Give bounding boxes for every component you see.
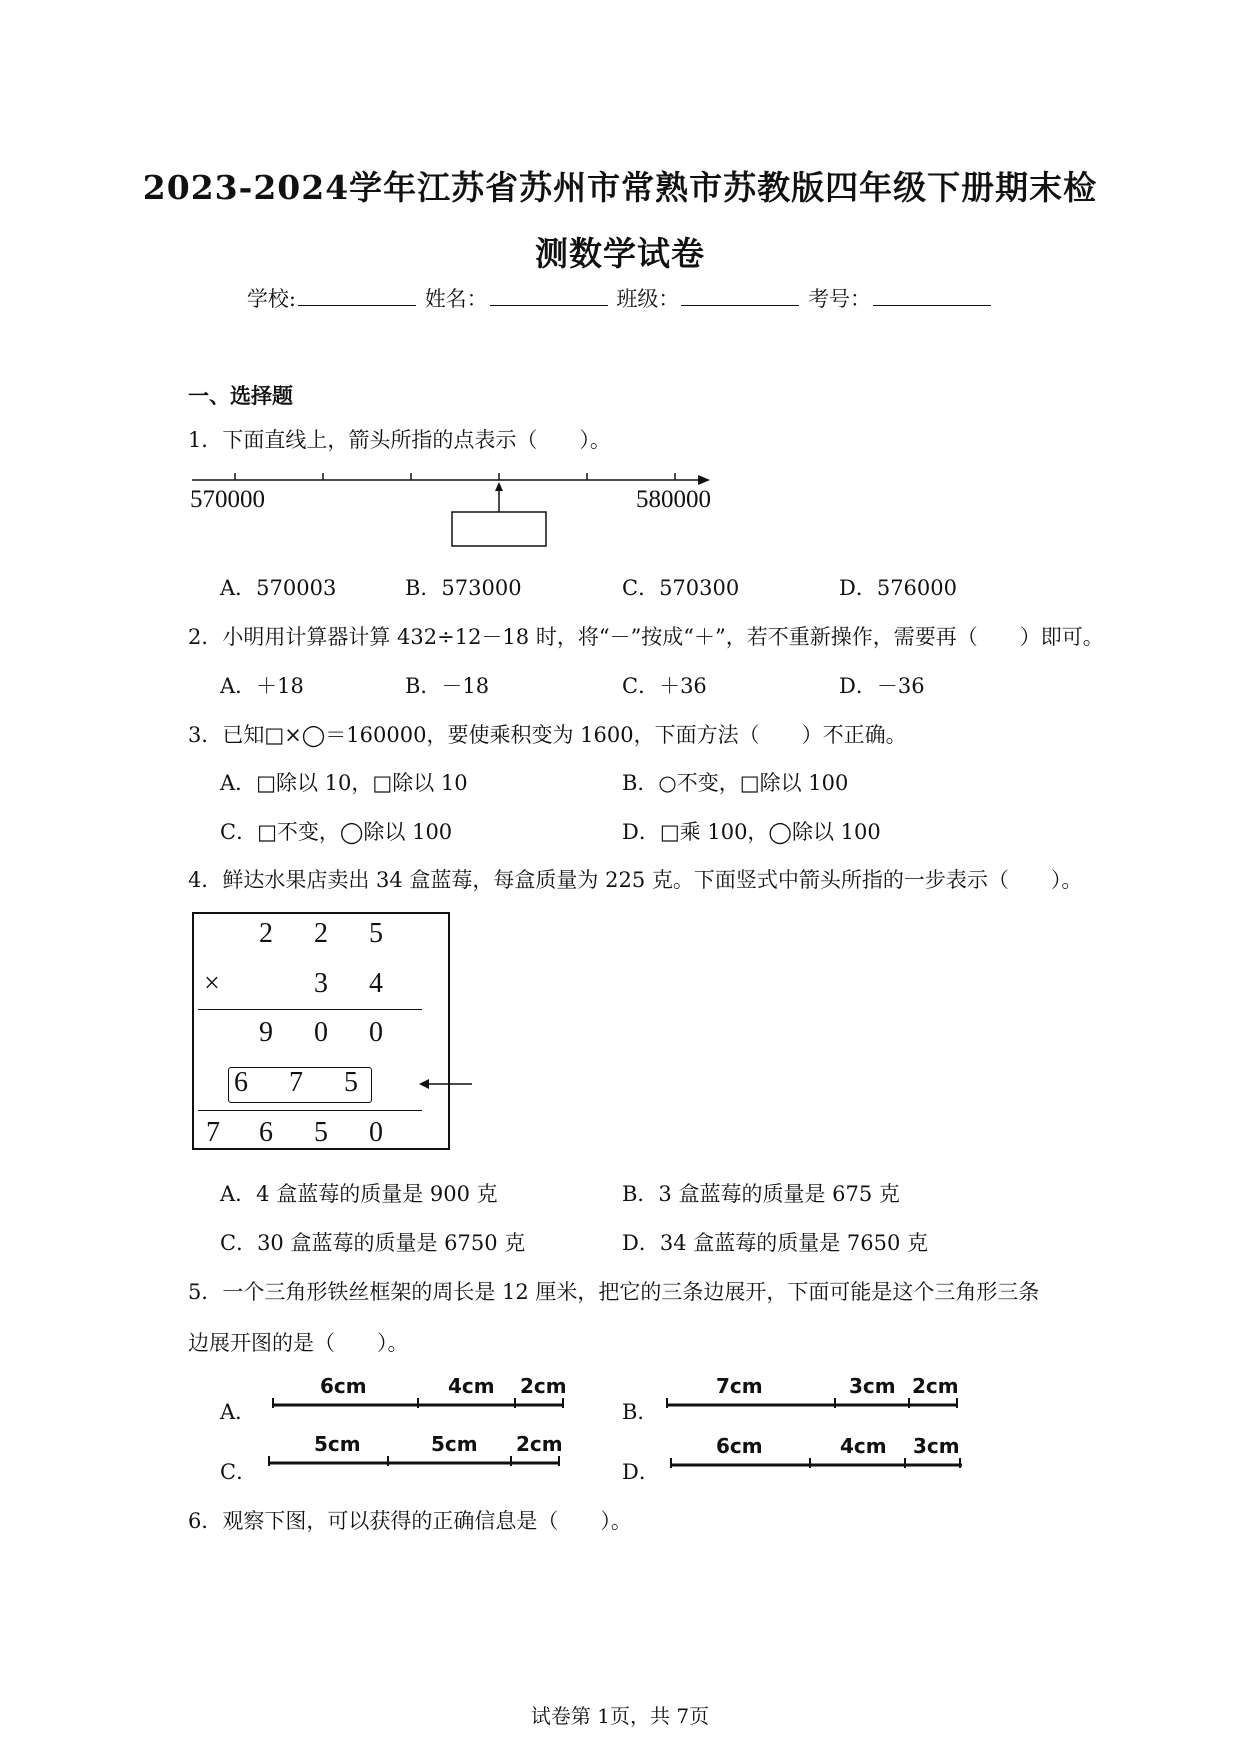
pointer-arrow-head [495,482,503,491]
segment-label: 5cm [431,1432,478,1456]
digit: 5 [314,1117,328,1148]
q3-option-c[interactable]: C．□不变，◯除以 100 [220,820,453,844]
q1-option-c[interactable]: C．570300 [622,576,740,600]
school-label: 学校: [246,287,296,311]
page-title-line2: 测数学试卷 [535,234,705,273]
page-footer: 试卷第 1页，共 7页 [530,1704,710,1728]
digit: 6 [234,1067,248,1098]
q5-ruler-d [668,1434,968,1474]
q4-option-a[interactable]: A．4 盒蓝莓的质量是 900 克 [220,1182,498,1206]
number-line-left-label: 570000 [190,486,265,513]
q1-option-a[interactable]: A．570003 [220,576,337,600]
segment-label: 2cm [912,1374,959,1398]
q3-option-d[interactable]: D．□乘 100，◯除以 100 [622,820,881,844]
segment-label: 2cm [520,1374,567,1398]
question-6-text: 6．观察下图，可以获得的正确信息是（ ）。 [188,1509,632,1533]
q4-option-b[interactable]: B．3 盒蓝莓的质量是 675 克 [622,1182,900,1206]
q2-option-b[interactable]: B．－18 [405,674,490,698]
number-line-arrowhead [698,475,710,485]
answer-box [452,512,546,546]
q2-option-d[interactable]: D．－36 [839,674,925,698]
student-info-line [0,283,1240,313]
number-line-right-label: 580000 [636,486,711,513]
digit: 2 [314,918,328,949]
segment-label: 3cm [849,1374,896,1398]
segment-label: 4cm [840,1434,887,1458]
question-5-text-line1: 5．一个三角形铁丝框架的周长是 12 厘米，把它的三条边展开，下面可能是这个三角形三条 [188,1280,1040,1304]
q5-ruler-a [270,1374,570,1414]
segment-label: 7cm [716,1374,763,1398]
question-1-text: 1．下面直线上，箭头所指的点表示（ ）。 [188,428,611,452]
q5-option-d[interactable]: D． [622,1460,660,1484]
vertical-multiplication-figure [192,912,450,1150]
digit: 0 [314,1017,328,1048]
digit: 0 [369,1117,383,1148]
q4-option-d[interactable]: D．34 盒蓝莓的质量是 7650 克 [622,1231,929,1255]
segment-label: 6cm [716,1434,763,1458]
left-arrow-icon [418,1076,474,1092]
digit: 5 [344,1067,358,1098]
page-title-line1: 2023-2024学年江苏省苏州市常熟市苏教版四年级下册期末检 [142,168,1098,207]
rule-line-1 [198,1009,422,1010]
segment-label: 3cm [913,1434,960,1458]
q5-option-b[interactable]: B． [622,1400,659,1424]
q3-option-b[interactable]: B．○不变，□除以 100 [622,771,849,795]
segment-label: 4cm [448,1374,495,1398]
digit: 5 [369,918,383,949]
digit: 6 [259,1117,273,1148]
digit: 2 [259,918,273,949]
digit: 7 [289,1067,303,1098]
segment-label: 5cm [314,1432,361,1456]
digit: 7 [206,1117,220,1148]
question-4-text: 4．鲜达水果店卖出 34 盒蓝莓，每盒质量为 225 克。下面竖式中箭头所指的一步表示（ ）。 [188,868,1083,892]
q5-option-a[interactable]: A． [220,1400,257,1424]
digit: 3 [314,968,328,999]
q1-option-d[interactable]: D．576000 [839,576,958,600]
digit: 9 [259,1017,273,1048]
segment-label: 2cm [516,1432,563,1456]
name-label: 姓名： [424,287,488,311]
class-label: 班级： [616,287,680,311]
school-blank[interactable] [298,285,416,306]
q4-option-c[interactable]: C．30 盒蓝莓的质量是 6750 克 [220,1231,526,1255]
q5-option-c[interactable]: C． [220,1460,258,1484]
section-heading: 一、选择题 [188,384,293,408]
exam-no-blank[interactable] [873,285,991,306]
digit: 4 [369,968,383,999]
q2-option-c[interactable]: C．＋36 [622,674,707,698]
exam-no-label: 考号： [808,287,872,311]
times-sign: × [204,968,220,999]
question-5-text-line2: 边展开图的是（ ）。 [188,1331,409,1355]
q3-option-a[interactable]: A．□除以 10，□除以 10 [220,771,468,795]
question-2-text: 2．小明用计算器计算 432÷12－18 时，将“－”按成“＋”，若不重新操作，需要再（ ）即可。 [188,625,1104,649]
digit: 0 [369,1017,383,1048]
rule-line-2 [198,1110,422,1111]
class-blank[interactable] [681,285,799,306]
q2-option-a[interactable]: A．＋18 [220,674,304,698]
q5-ruler-b [664,1374,964,1414]
question-3-text: 3．已知□×◯＝160000，要使乘积变为 1600，下面方法（ ）不正确。 [188,723,907,747]
q1-option-b[interactable]: B．573000 [405,576,522,600]
q5-ruler-c [266,1432,566,1472]
name-blank[interactable] [490,285,608,306]
segment-label: 6cm [320,1374,367,1398]
